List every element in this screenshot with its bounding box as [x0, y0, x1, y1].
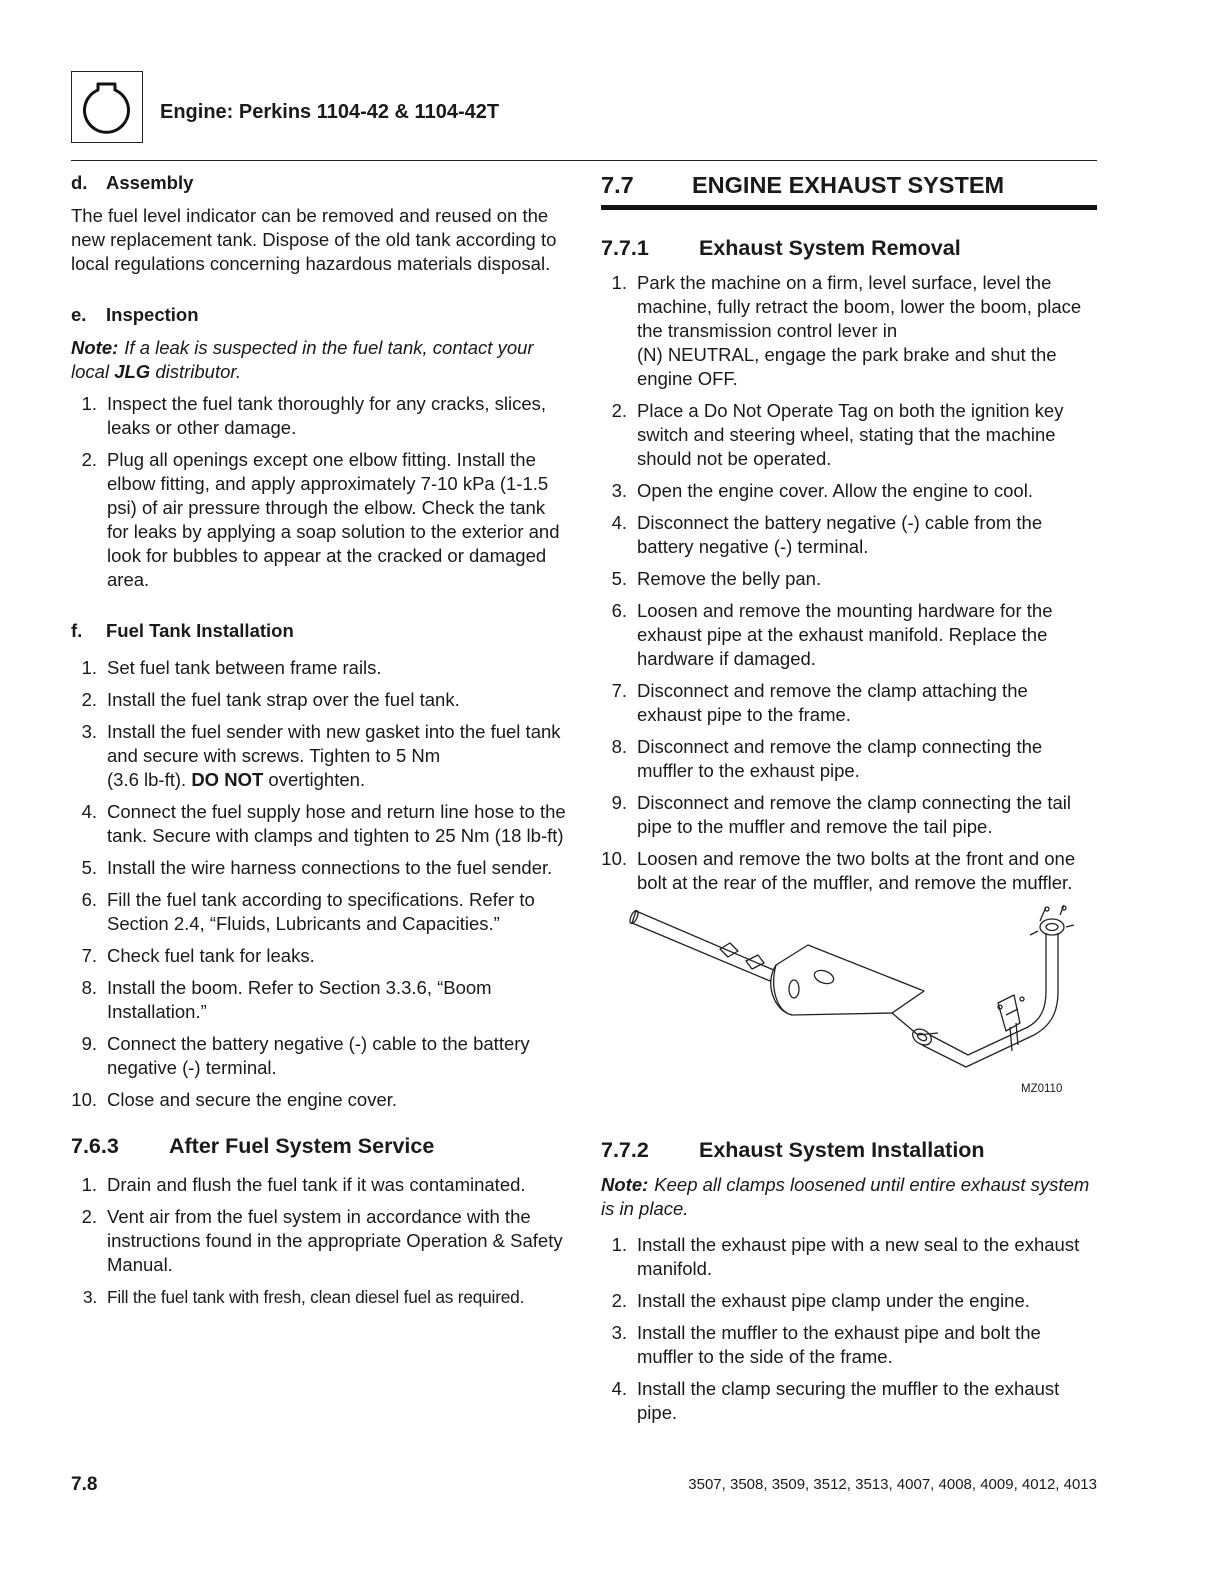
right-column	[601, 172, 1097, 1433]
list-item: 4. Install the clamp securing the muffler to the exhaust pipe.	[611, 1378, 1060, 1423]
list-item: 5. Remove the belly pan.	[611, 568, 822, 589]
list-item: 10. Loosen and remove the two bolts at the front and one bolt at the rear of the muffler, and remove the muffler.	[601, 848, 1076, 893]
list-item: 1. Set fuel tank between frame rails.	[81, 657, 382, 678]
exhaust-system-figure	[601, 903, 1097, 1118]
section-7-7-1-heading: 7.7.1 Exhaust System Removal	[601, 236, 961, 260]
list-item: 3. Open the engine cover. Allow the engine to cool.	[611, 480, 1033, 501]
list-item: 6. Fill the fuel tank according to specifications. Refer to Section 2.4, “Fluids, Lubricants and Capacities.”	[81, 889, 535, 934]
engine-icon-box	[71, 71, 143, 143]
list-item: 1. Drain and flush the fuel tank if it was contaminated.	[81, 1174, 526, 1195]
list-item: 3. Fill the fuel tank with fresh, clean diesel fuel as required.	[82, 1287, 525, 1307]
header-divider	[71, 160, 1097, 161]
list-item: 8. Disconnect and remove the clamp connecting the muffler to the exhaust pipe.	[611, 736, 1043, 781]
after-service-steps	[71, 1173, 567, 1309]
list-item: 7. Check fuel tank for leaks.	[81, 945, 315, 966]
installation-note: Note: Keep all clamps loosened until entire exhaust system is in place.	[601, 1174, 1090, 1219]
assembly-paragraph: The fuel level indicator can be removed and reused on the new replacement tank. Dispose of the old tank according to local regulations concerning hazardous materials disposal.	[71, 205, 557, 274]
exhaust-diagram	[626, 903, 1096, 1093]
subsection-d-heading: d. Assembly	[71, 172, 194, 193]
section-7-6-3-heading: 7.6.3 After Fuel System Service	[71, 1134, 435, 1158]
list-item: 10. Close and secure the engine cover.	[71, 1089, 398, 1110]
engine-outline-icon	[72, 72, 141, 141]
list-item: 9. Disconnect and remove the clamp connecting the tail pipe to the muffler and remove the tail pipe.	[611, 792, 1071, 837]
list-item: 3. Install the fuel sender with new gasket into the fuel tank and secure with screws. Tighten to 5 Nm (3.6 lb-ft). DO NOT overtighten.	[81, 721, 561, 790]
list-item: 2. Install the exhaust pipe clamp under the engine.	[611, 1290, 1030, 1311]
list-item: 1. Inspect the fuel tank thoroughly for any cracks, slices, leaks or other damage.	[81, 393, 547, 438]
list-item: 4. Disconnect the battery negative (-) cable from the battery negative (-) terminal.	[611, 512, 1043, 557]
list-item: 2. Install the fuel tank strap over the fuel tank.	[81, 689, 460, 710]
list-item: 3. Install the muffler to the exhaust pipe and bolt the muffler to the side of the frame.	[611, 1322, 1041, 1367]
model-numbers: 3507, 3508, 3509, 3512, 3513, 4007, 4008, 4009, 4012, 4013	[688, 1476, 1097, 1493]
figure-label: MZ0110	[1021, 1083, 1063, 1095]
fuel-tank-installation-steps	[71, 656, 567, 1112]
list-item: 2. Vent air from the fuel system in accordance with the instructions found in the appropriate Operation & Safety Manual.	[81, 1206, 563, 1275]
list-item: 1. Install the exhaust pipe with a new seal to the exhaust manifold.	[611, 1234, 1080, 1279]
exhaust-removal-steps	[601, 271, 1097, 895]
list-item: 4. Connect the fuel supply hose and return line hose to the tank. Secure with clamps and tighten to 25 Nm (18 lb-ft)	[81, 801, 566, 846]
list-item: 1. Park the machine on a firm, level surface, level the machine, fully retract the boom, lower the boom, place the transmission control lever in (N) NEUTRAL, engage the park brake and shut the engine OFF.	[611, 272, 1082, 389]
inspection-note: Note: If a leak is suspected in the fuel tank, contact your local JLG distributor.	[71, 337, 534, 382]
section-7-7-heading: 7.7 ENGINE EXHAUST SYSTEM	[601, 172, 1097, 210]
list-item: 7. Disconnect and remove the clamp attaching the exhaust pipe to the frame.	[611, 680, 1028, 725]
list-item: 2. Place a Do Not Operate Tag on both the ignition key switch and steering wheel, stating that the machine should not be operated.	[611, 400, 1064, 469]
list-item: 2. Plug all openings except one elbow fitting. Install the elbow fitting, and apply approximately 7-10 kPa (1-1.5 psi) of air pressure through the elbow. Check the tank for leaks by applying a soap solution to the exterior and look for bubbles to appear at the cracked or damaged area.	[81, 449, 560, 590]
subsection-e-heading: e. Inspection	[71, 304, 199, 325]
left-column	[71, 172, 567, 1317]
page-header-title: Engine: Perkins 1104-42 & 1104-42T	[160, 101, 500, 123]
page-number: 7.8	[71, 1474, 98, 1495]
exhaust-installation-steps	[601, 1233, 1097, 1425]
list-item: 8. Install the boom. Refer to Section 3.3.6, “Boom Installation.”	[81, 977, 492, 1022]
subsection-f-heading: f. Fuel Tank Installation	[71, 620, 294, 641]
list-item: 5. Install the wire harness connections to the fuel sender.	[81, 857, 553, 878]
list-item: 9. Connect the battery negative (-) cable to the battery negative (-) terminal.	[81, 1033, 530, 1078]
list-item: 6. Loosen and remove the mounting hardware for the exhaust pipe at the exhaust manifold. Replace the hardware if damaged.	[611, 600, 1053, 669]
inspection-steps	[71, 392, 567, 592]
section-7-7-2-heading: 7.7.2 Exhaust System Installation	[601, 1138, 985, 1162]
